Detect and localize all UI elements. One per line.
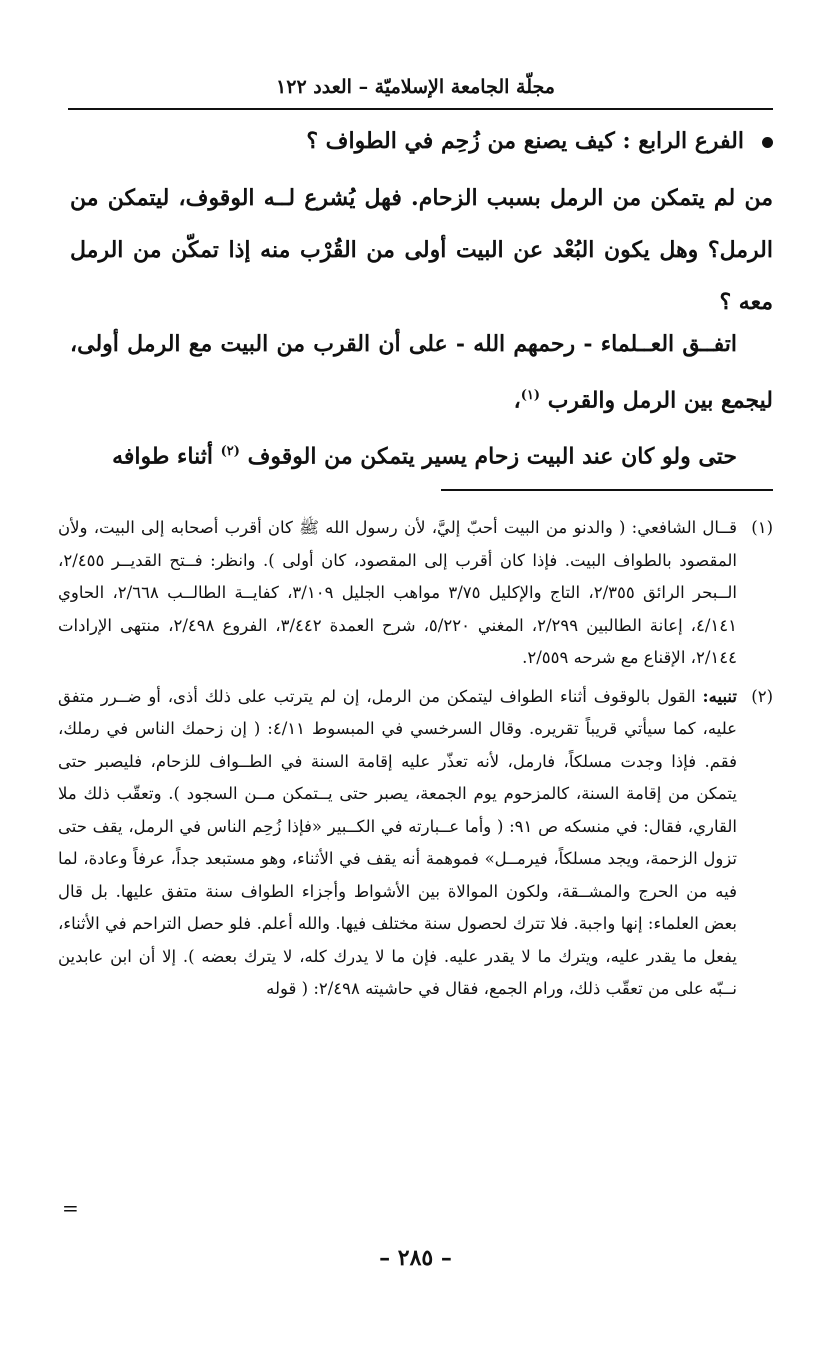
footnote-number: (١): [751, 518, 773, 537]
section-heading: [70, 121, 773, 161]
footnote-ref-1: (١): [520, 388, 541, 403]
footnote-body: [58, 681, 737, 1006]
page-number: – ٢٨٥ –: [379, 1245, 452, 1271]
answer-paragraph-1: [70, 318, 773, 426]
footnote-label: تنبيه:: [702, 686, 737, 706]
answer-paragraph-1-text: اتفــق العــلماء - رحمهم الله - على أن القرب من البيت مع الرمل أولى، ليجمع بين الرمل والقرب: [70, 331, 773, 414]
header-rule: [68, 108, 773, 110]
footnote-1: [58, 512, 773, 675]
answer-paragraph-2-end: أثناء طوافه: [112, 443, 213, 470]
footnote-text: قــال الشافعي: ( والدنو من البيت أحبّ إليَّ، لأن رسول الله ﷺ كان أقرب أصحابه إلى البيت، ولأن المقصود بالطواف البيت. فإذا كان أقرب إلى المقصود، كان أولى ). وانظر: فــتح القديــر ٢/٤٥٥، الــبحر الرائق ٢/٣٥٥، التاج والإكليل ٣/٧٥ مواهب الجليل ٣/١٠٩، كفايــة الطالــب ٢/٦٦٨، الحاوي ٤/١٤١، إعانة الطالبين ٢/٢٩٩، المغني ٥/٢٢٠، شرح العمدة ٣/٤٤٢، الفروع ٢/٤٩٨، منتهى الإرادات ٢/١٤٤، الإقناع مع شرحه ٢/٥٥٩.: [58, 518, 737, 667]
section-heading-text: الفرع الرابع : كيف يصنع من زُحِم في الطواف ؟: [306, 128, 744, 154]
footnote-2: [58, 681, 773, 1006]
answer-block: [70, 318, 773, 483]
footnote-text: القول بالوقوف أثناء الطواف ليتمكن من الرمل، إن لم يترتب على ذلك أذى، أو ضــرر متفق عليه، كما سيأتي قريباً تقريره. وقال السرخسي في المبسوط ٤/١١: ( إن زحمك الناس في رملك، فقم. فإذا وجدت مسلكاً، فارمل، لأنه تعذّر عليه إقامة السنة في الطــواف للزحام، فليصبر حتى يتمكن من إقامة السنة، كالمزحوم يوم الجمعة، يصبر حتى يــتمكن مــن السجود ). وتعقّب ذلك ملا القاري، فقال: في منسكه ص ٩١: ( وأما عــبارته في الكــبير «فإذا زُحِم الناس في الرمل، يقف حتى تزول الزحمة، ويجد مسلكاً، فيرمــل» فموهمة أنه يقف في الأثناء، وهو مستبعد جداً، عرفاً وعادة، لما فيه من الحرج والمشــقة، ولكون الموالاة بين الأشواط وأجزاء الطواف سنة متفق عليها. بل قال بعض العلماء: إنها واجبة. فلا تترك لحصول سنة مختلف فيها. والله أعلم. فلو حصل التراحم في الأثناء، يفعل ما يقدر عليه، ويترك ما لا يقدر عليه. فإن ما لا يدرك كله، لا يترك بعضه ). إلا أن ابن عابدين نــبّه على من تعقّب ذلك، ورام الجمع، فقال في حاشيته ٢/٤٩٨: ( قوله: [58, 686, 737, 998]
answer-paragraph-1-end: ،: [513, 387, 521, 414]
footnote-separator: [441, 489, 773, 491]
question-text: من لم يتمكن من الرمل بسبب الزحام. فهل يُشرع لــه الوقوف، ليتمكن من الرمل؟ وهل يكون البُعْد عن البيت أولى من القُرْب منه إذا تمكّن من الرمل معه ؟: [70, 185, 773, 315]
bullet-icon: [762, 137, 773, 148]
question-paragraph: [70, 172, 773, 328]
footnote-number: (٢): [751, 686, 773, 706]
answer-paragraph-2-text: حتى ولو كان عند البيت زحام يسير يتمكن من الوقوف: [247, 443, 737, 470]
continuation-mark: =: [62, 1196, 79, 1220]
answer-paragraph-2: [70, 426, 773, 482]
footnotes: [58, 512, 773, 1012]
running-header: مجلّة الجامعة الإسلاميّة – العدد ١٢٢: [276, 76, 555, 98]
footnote-ref-2: (٢): [220, 444, 240, 460]
